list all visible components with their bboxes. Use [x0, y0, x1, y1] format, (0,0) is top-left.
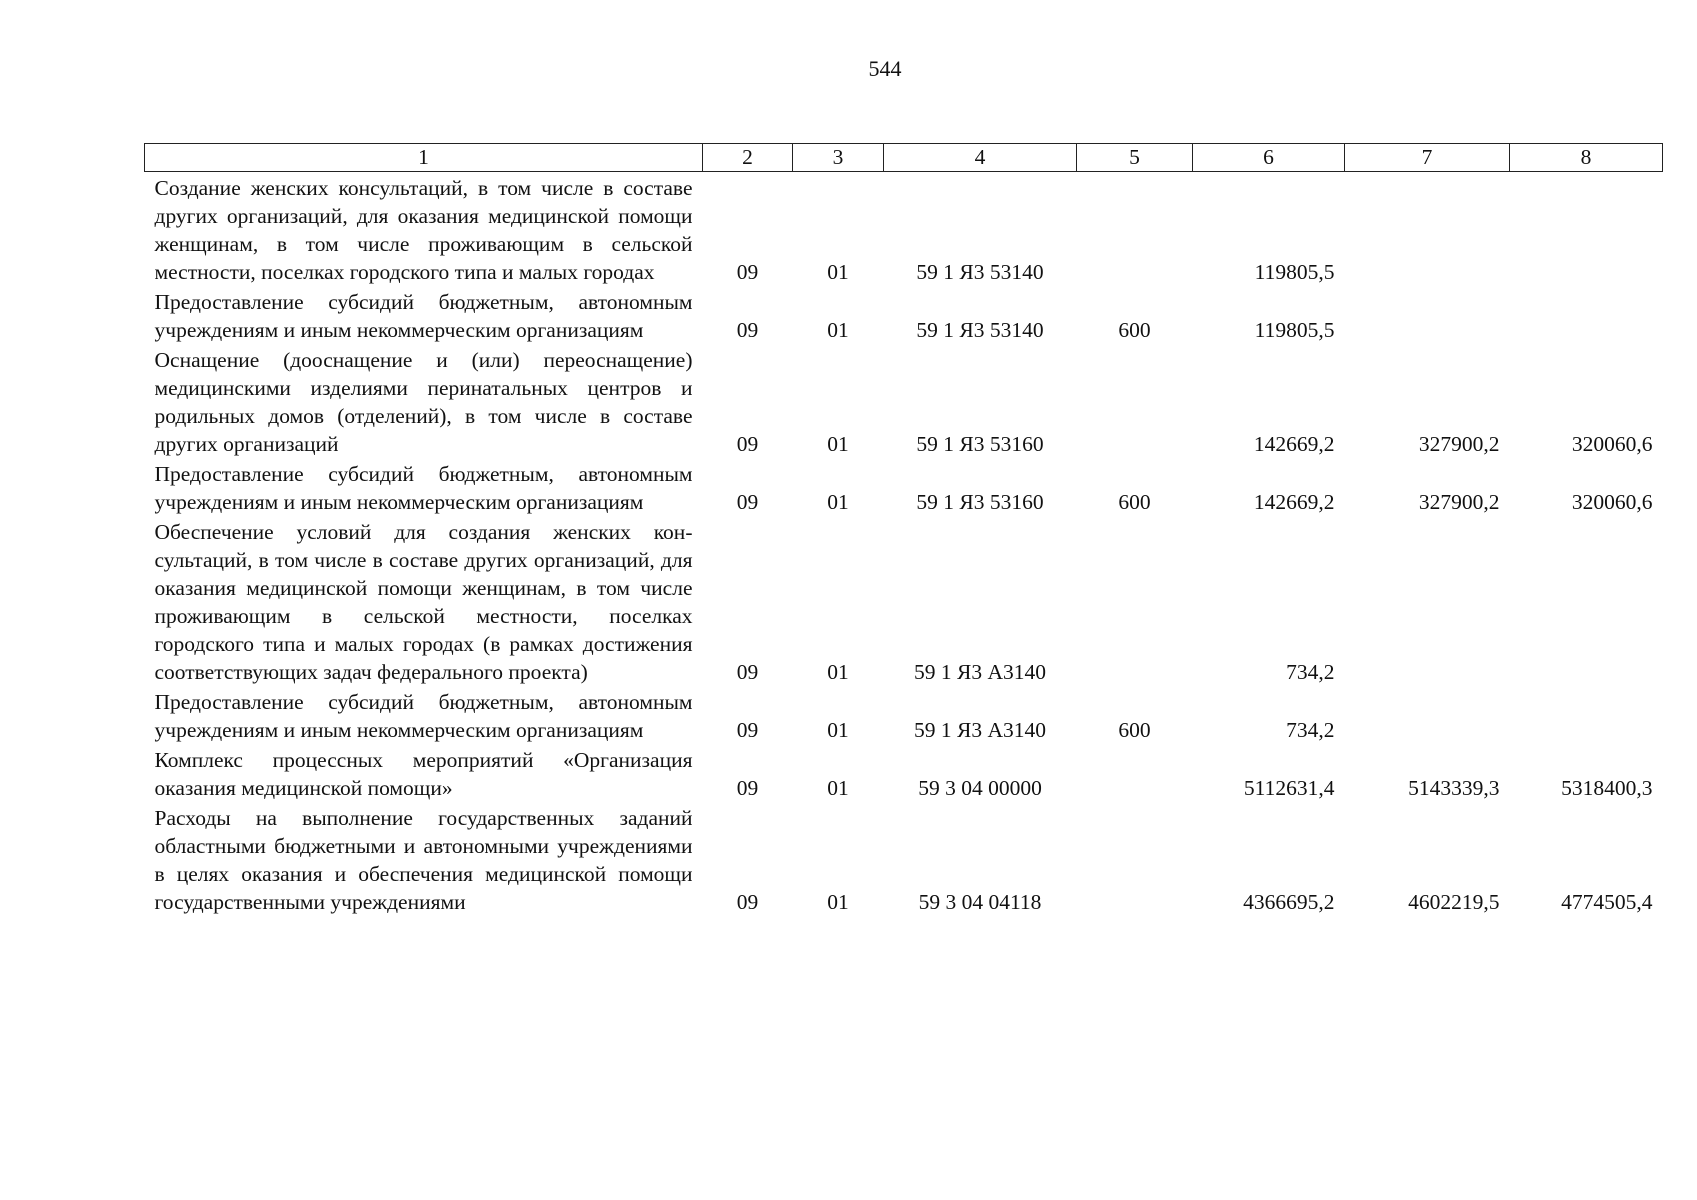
row-description: Расходы на выполнение государственных заданий областными бюджетными и автономными учреждениями в целях оказания и обеспечения медицинской помощи государственными учреждениями: [154, 806, 693, 914]
amount-col-6: 142669,2: [1253, 490, 1335, 514]
section-code: 09: [736, 776, 759, 800]
table-body: [145, 172, 1663, 917]
subsection-code: 01: [827, 660, 849, 684]
amount-col-7: 4602219,5: [1408, 890, 1500, 914]
section-code: 09: [736, 490, 759, 514]
section-code: 09: [736, 432, 759, 456]
amount-col-8: 320060,6: [1571, 432, 1653, 456]
header-col-5: 5: [1077, 144, 1193, 172]
expense-type-code: [1077, 344, 1193, 458]
subsection-code: 01: [827, 432, 849, 456]
table-row: [145, 802, 1663, 916]
amount-col-7: 327900,2: [1418, 490, 1500, 514]
target-item-code: 59 1 Я3 53160: [916, 490, 1044, 514]
header-row: [145, 144, 1663, 172]
subsection-code: 01: [827, 890, 849, 914]
table-row: [145, 744, 1663, 802]
section-code: 09: [736, 260, 759, 284]
header-col-3: 3: [793, 144, 884, 172]
expense-type-code: [1077, 516, 1193, 686]
table-row: [145, 516, 1663, 686]
amount-col-6: 119805,5: [1254, 318, 1335, 342]
table-row: [145, 686, 1663, 744]
amount-col-7: [1345, 686, 1510, 744]
header-col-6: 6: [1193, 144, 1345, 172]
amount-col-6: 4366695,2: [1243, 890, 1335, 914]
amount-col-6: 734,2: [1286, 718, 1335, 742]
section-code: 09: [736, 718, 759, 742]
amount-col-7: [1345, 516, 1510, 686]
expense-type-code: 600: [1118, 718, 1151, 742]
amount-col-8: [1510, 286, 1663, 344]
amount-col-6: 119805,5: [1254, 260, 1335, 284]
amount-col-7: 5143339,3: [1408, 776, 1500, 800]
subsection-code: 01: [827, 490, 849, 514]
amount-col-6: 5112631,4: [1243, 776, 1335, 800]
row-description: Оснащение (дооснащение и (или) переоснащение) медицинскими изделиями перинатальных центров и родильных домов (отделений), в том числе в составе других организаций: [154, 348, 693, 456]
row-description: Предоставление субсидий бюджетным, автономным учреждениям и иным некоммерческим организациям: [154, 462, 693, 514]
amount-col-8: [1510, 686, 1663, 744]
table-header: [145, 144, 1663, 172]
amount-col-8: [1510, 516, 1663, 686]
table-row: [145, 458, 1663, 516]
section-code: 09: [736, 660, 759, 684]
target-item-code: 59 3 04 00000: [918, 776, 1042, 800]
amount-col-8: 320060,6: [1571, 490, 1653, 514]
amount-col-7: 327900,2: [1418, 432, 1500, 456]
header-col-2: 2: [703, 144, 793, 172]
target-item-code: 59 1 Я3 А3140: [914, 660, 1046, 684]
budget-table: [144, 143, 1663, 916]
table-row: [145, 344, 1663, 458]
amount-col-6: 142669,2: [1253, 432, 1335, 456]
expense-type-code: 600: [1118, 318, 1151, 342]
expense-type-code: [1077, 744, 1193, 802]
expense-type-code: 600: [1118, 490, 1151, 514]
header-col-4: 4: [884, 144, 1077, 172]
amount-col-8: 5318400,3: [1561, 776, 1653, 800]
target-item-code: 59 1 Я3 53160: [916, 432, 1044, 456]
target-item-code: 59 1 Я3 А3140: [914, 718, 1046, 742]
amount-col-8: 4774505,4: [1561, 890, 1653, 914]
header-col-8: 8: [1510, 144, 1663, 172]
expense-type-code: [1077, 172, 1193, 287]
row-description: Обеспечение условий для создания женских консультаций, в том числе в составе других организаций, для оказания медицинской помощи женщинам, в том числе проживающим в сельской местности, поселках городского типа и малых городах (в рамках достижения соответствующих задач федерального проекта): [154, 520, 693, 684]
row-description: Комплекс процессных мероприятий «Организация оказания медицинской помощи»: [154, 748, 693, 800]
expense-type-code: [1077, 802, 1193, 916]
amount-col-7: [1345, 172, 1510, 287]
section-code: 09: [736, 890, 759, 914]
table-row: [145, 286, 1663, 344]
section-code: 09: [736, 318, 759, 342]
subsection-code: 01: [827, 718, 849, 742]
amount-col-7: [1345, 286, 1510, 344]
row-description: Создание женских консультаций, в том числе в составе других организаций, для оказания медицинской помощи женщинам, в том числе проживающим в сельской местности, поселках городского типа и малых городах: [154, 176, 693, 284]
table-row: [145, 172, 1663, 287]
row-description: Предоставление субсидий бюджетным, автономным учреждениям и иным некоммерческим организациям: [154, 690, 693, 742]
header-col-7: 7: [1345, 144, 1510, 172]
target-item-code: 59 3 04 04118: [918, 890, 1042, 914]
header-col-1: 1: [145, 144, 703, 172]
amount-col-6: 734,2: [1286, 660, 1335, 684]
target-item-code: 59 1 Я3 53140: [916, 260, 1044, 284]
amount-col-8: [1510, 172, 1663, 287]
page-number: 544: [868, 56, 902, 81]
subsection-code: 01: [827, 260, 849, 284]
subsection-code: 01: [827, 318, 849, 342]
target-item-code: 59 1 Я3 53140: [916, 318, 1044, 342]
subsection-code: 01: [827, 776, 849, 800]
row-description: Предоставление субсидий бюджетным, автономным учреждениям и иным некоммерческим организациям: [154, 290, 693, 342]
